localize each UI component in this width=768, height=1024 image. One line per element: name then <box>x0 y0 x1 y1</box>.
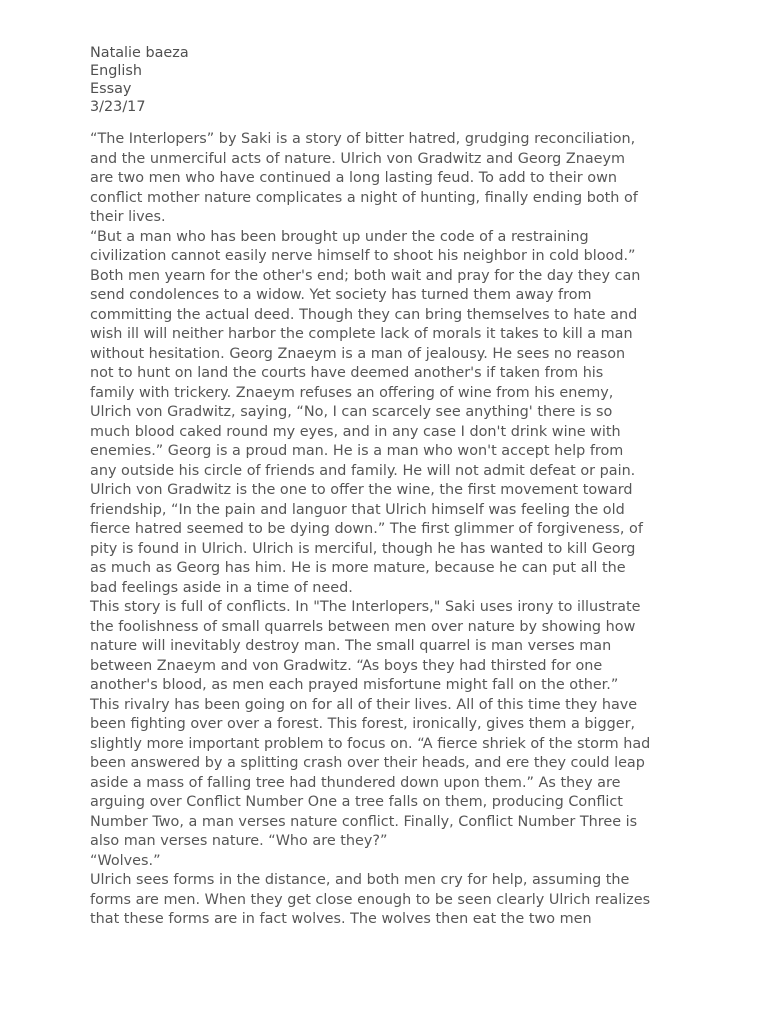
text-line: Ulrich sees forms in the distance, and both men cry for help, assuming the <box>90 872 630 888</box>
text-line: Ulrich von Gradwitz is the one to offer the wine, the first movement toward <box>90 482 633 498</box>
text-line: enemies.” Georg is a proud man. He is a man who won't accept help from <box>90 443 624 459</box>
text-line: “Wolves.” <box>90 852 161 869</box>
text-line: also man verses nature. “Who are they?” <box>90 833 388 849</box>
text-line: without hesitation. Georg Znaeym is a man of jealousy. He sees no reason <box>90 345 626 362</box>
text-line: wish ill will neither harbor the complete lack of morals it takes to kill a man <box>90 326 633 342</box>
text-line: This story is full of conflicts. In "The Interlopers," Saki uses irony to illustrate <box>90 599 641 615</box>
essay-body <box>90 130 690 930</box>
text-line: as much as Georg has him. He is more mature, because he can put all the <box>90 560 626 576</box>
text-line: Both men yearn for the other's end; both wait and pray for the day they can <box>90 267 641 284</box>
text-line: been answered by a splitting crash over their heads, and ere they could leap <box>90 755 645 771</box>
text-line: fierce hatred seemed to be dying down.” The first glimmer of forgiveness, of <box>90 521 643 537</box>
text-line: conflict mother nature complicates a night of hunting, finally ending both of <box>90 189 638 206</box>
author-name: Natalie baeza <box>90 45 189 61</box>
text-line: forms are men. When they get close enough to be seen clearly Ulrich realizes <box>90 891 651 908</box>
text-line: send condolences to a widow. Yet society has turned them away from <box>90 287 592 303</box>
text-line: family with trickery. Znaeym refuses an offering of wine from his enemy, <box>90 384 614 401</box>
text-line: committing the actual deed. Though they can bring themselves to hate and <box>90 306 638 323</box>
text-line: civilization cannot easily nerve himself to shoot his neighbor in cold blood.” <box>90 248 636 264</box>
text-line: are two men who have continued a long lasting feud. To add to their own <box>90 170 617 186</box>
text-line: another's blood, as men each prayed misfortune might fall on the other.” <box>90 677 619 693</box>
text-line: friendship, “In the pain and languor that Ulrich himself was feeling the old <box>90 501 625 518</box>
essay-header <box>90 44 189 116</box>
text-line: between Znaeym and von Gradwitz. “As boys they had thirsted for one <box>90 657 603 674</box>
text-line: much blood caked round my eyes, and in any case I don't drink wine with <box>90 423 621 440</box>
text-line: slightly more important problem to focus on. “A fierce shriek of the storm had <box>90 735 651 752</box>
text-line: Number Two, a man verses nature conflict. Finally, Conflict Number Three is <box>90 813 638 830</box>
text-line: “The Interlopers” by Saki is a story of bitter hatred, grudging reconciliation, <box>90 131 636 147</box>
document-type: Essay <box>90 81 132 97</box>
course-name: English <box>90 63 142 79</box>
text-line: been fighting over over a forest. This forest, ironically, gives them a bigger, <box>90 716 636 732</box>
text-line: “But a man who has been brought up under the code of a restraining <box>90 228 589 245</box>
text-line: Ulrich von Gradwitz, saying, “No, I can scarcely see anything' there is so <box>90 404 613 420</box>
text-line: arguing over Conflict Number One a tree falls on them, producing Conflict <box>90 794 623 810</box>
text-line: nature will inevitably destroy man. The small quarrel is man verses man <box>90 638 612 654</box>
text-line: bad feelings aside in a time of need. <box>90 579 353 596</box>
text-line: that these forms are in fact wolves. The wolves then eat the two men <box>90 911 592 927</box>
text-line: the foolishness of small quarrels between men over nature by showing how <box>90 618 636 635</box>
text-line: pity is found in Ulrich. Ulrich is merciful, though he has wanted to kill Georg <box>90 540 636 557</box>
text-line: and the unmerciful acts of nature. Ulrich von Gradwitz and Georg Znaeym <box>90 150 626 167</box>
text-line: not to hunt on land the courts have deemed another's if taken from his <box>90 365 604 381</box>
text-line: their lives. <box>90 209 166 225</box>
text-line: any outside his circle of friends and family. He will not admit defeat or pain. <box>90 462 636 479</box>
text-line: This rivalry has been going on for all of their lives. All of this time they have <box>90 696 638 713</box>
text-line: aside a mass of falling tree had thundered down upon them.” As they are <box>90 774 621 791</box>
essay-date: 3/23/17 <box>90 99 146 115</box>
